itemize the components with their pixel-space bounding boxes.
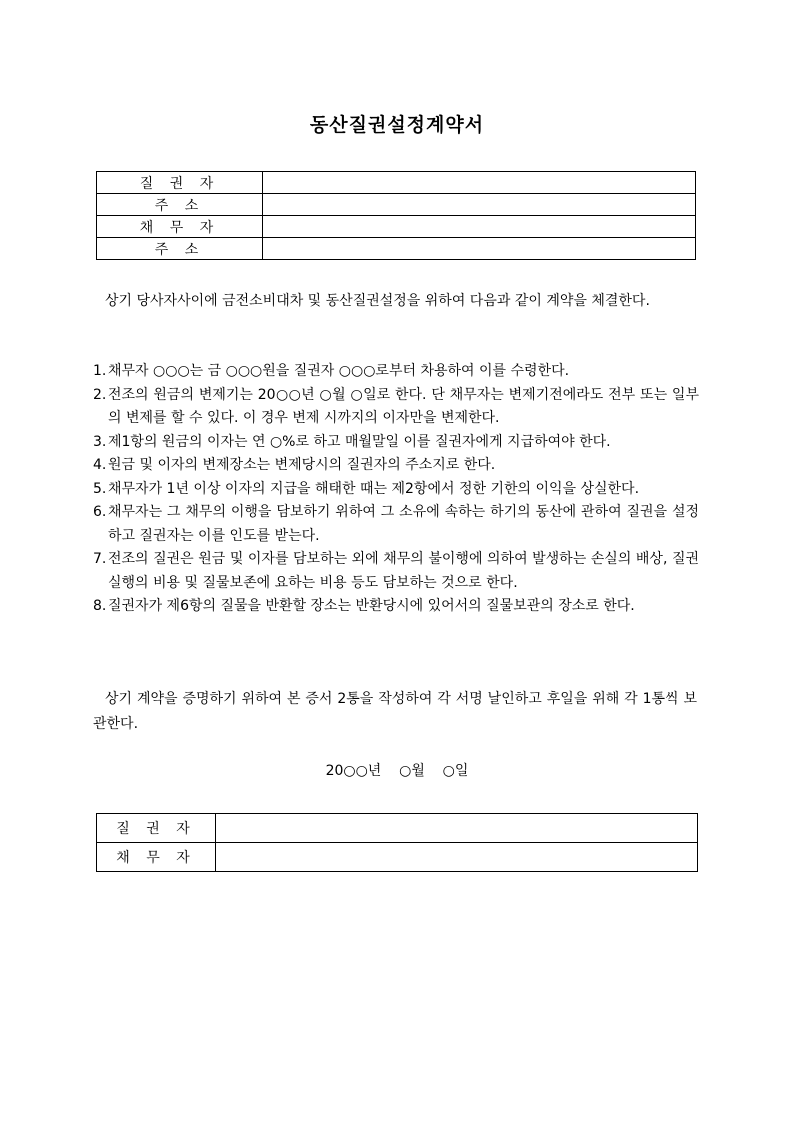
table-row — [97, 843, 698, 872]
clause-number: 4. — [93, 457, 107, 473]
clause-text: 질권자가 제6항의 질물을 반환할 장소는 반환당시에 있어서의 질물보관의 장소로 한다. — [108, 598, 635, 614]
clause-text: 채무자는 그 채무의 이행을 담보하기 위하여 그 소유에 속하는 하기의 동산에 관하여 질권을 설정하고 질권자는 이를 인도를 받는다. — [108, 504, 699, 544]
clause-number: 2. — [93, 386, 107, 403]
clause-number: 6. — [93, 504, 107, 520]
clause-item — [93, 595, 699, 619]
table-row — [97, 238, 696, 260]
signature-debtor-value[interactable] — [216, 843, 698, 872]
clause-text: 원금 및 이자의 변제장소는 변제당시의 질권자의 주소지로 한다. — [108, 457, 496, 473]
intro-text: 상기 당사자사이에 금전소비대차 및 동산질권설정을 위하여 다음과 같이 계약을 체결한다. — [105, 293, 650, 309]
debtor-address-value[interactable] — [263, 238, 696, 260]
pledgee-address-value[interactable] — [263, 194, 696, 216]
clause-text: 전조의 원금의 변제기는 20○○년 ○월 ○일로 한다. 단 채무자는 변제기전에라도 전부 또는 일부의 변제를 할 수 있다. 이 경우 변제 시까지의 이자만을 변제한다. — [108, 386, 699, 426]
debtor-value[interactable] — [263, 216, 696, 238]
clause-text: 제1항의 원금의 이자는 연 ○%로 하고 매월말일 이를 질권자에게 지급하여야 한다. — [108, 433, 611, 450]
clause-item — [93, 478, 699, 502]
debtor-label: 채 무 자 — [97, 216, 263, 238]
clause-item — [93, 360, 699, 384]
clause-list — [93, 360, 699, 619]
signature-pledgee-label: 질 권 자 — [97, 814, 216, 843]
clause-number: 7. — [93, 551, 107, 567]
clause-item — [93, 431, 699, 455]
table-row — [97, 172, 696, 194]
clause-number: 1. — [93, 363, 107, 379]
pledgee-label: 질 권 자 — [97, 172, 263, 194]
table-row — [97, 216, 696, 238]
clause-item — [93, 384, 699, 431]
table-row — [97, 194, 696, 216]
clause-item — [93, 501, 699, 548]
contract-date: 20○○년 ○월 ○일 — [325, 763, 469, 779]
signature-debtor-label: 채 무 자 — [97, 843, 216, 872]
clause-text: 전조의 질권은 원금 및 이자를 담보하는 외에 채무의 불이행에 의하여 발생하는 손실의 배상, 질권실행의 비용 및 질물보존에 요하는 비용 등도 담보하는 것으로 한다. — [108, 551, 699, 591]
pledgee-address-label: 주 소 — [97, 194, 263, 216]
document-title: 동산질권설정계약서 — [309, 114, 485, 136]
clause-number: 3. — [93, 433, 107, 450]
closing-text: 상기 계약을 증명하기 위하여 본 증서 2통을 작성하여 각 서명 날인하고 후일을 위해 각 1통씩 보관한다. — [93, 691, 697, 732]
clause-text: 채무자 ○○○는 금 ○○○원을 질권자 ○○○로부터 차용하여 이를 수령한다. — [108, 363, 570, 379]
table-row — [97, 814, 698, 843]
party-info-table — [96, 171, 696, 260]
clause-item — [93, 548, 699, 595]
signature-table — [96, 813, 698, 872]
clause-number: 8. — [93, 598, 107, 614]
clause-number: 5. — [93, 480, 107, 497]
signature-pledgee-value[interactable] — [216, 814, 698, 843]
pledgee-value[interactable] — [263, 172, 696, 194]
closing-paragraph — [93, 687, 697, 737]
clause-text: 채무자가 1년 이상 이자의 지급을 해태한 때는 제2항에서 정한 기한의 이익을 상실한다. — [108, 480, 640, 497]
debtor-address-label: 주 소 — [97, 238, 263, 260]
clause-item — [93, 454, 699, 478]
intro-paragraph — [93, 289, 697, 314]
